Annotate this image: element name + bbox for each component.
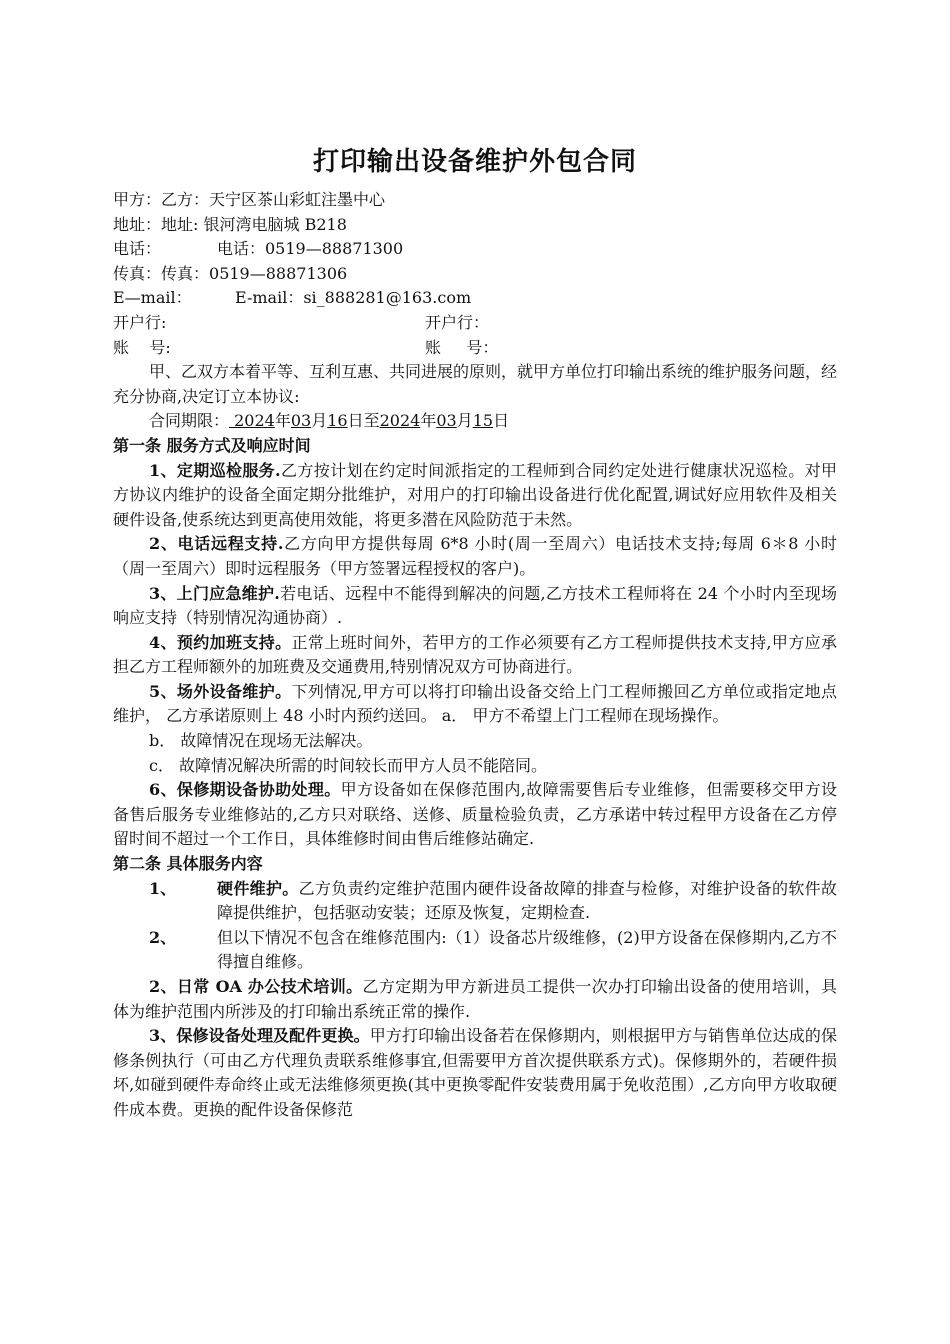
- article2-heading: 第二条 具体服务内容: [113, 854, 263, 874]
- contract-term: 合同期限： 2024年03月16日至2024年03月15日: [149, 411, 510, 431]
- account-b: 账 号：: [425, 337, 499, 357]
- article1-item: 1、定期巡检服务.乙方按计划在约定时间派指定的工程师到合同约定处进行健康状况巡检。对甲方协议内维护的设备全面定期分批维护，对用户的打印输出设备进行优化配置,调试好应用软件及相关硬件设备,使系统达到更高使用效能，将更多潜在风险防范于未然。: [113, 460, 837, 529]
- article1-sub-c: c． 故障情况解决所需的时间较长而甲方人员不能陪同。: [149, 755, 548, 775]
- email-a: E—mail：: [113, 288, 192, 308]
- article2-list-item: 1、 硬件维护。乙方负责约定维护范围内硬件设备故障的排查与检修，对维护设备的软件故障提供维护，包括驱动安装；还原及恢复，定期检查.: [149, 878, 837, 923]
- email-row: [113, 286, 837, 311]
- party-row: [113, 188, 837, 213]
- address-a: 地址：: [113, 214, 162, 234]
- article1-item: 6、保修期设备协助处理。甲方设备如在保修范围内,故障需要售后专业维修，但需要移交甲方设备售后服务专业维修站的,乙方只对联络、送修、质量检验负责，乙方承诺中转过程甲方设备在乙方停留时间不超过一个工作日，具体维修时间由售后维修站确定.: [113, 780, 837, 849]
- article1-item: 4、预约加班支持。正常上班时间外，若甲方的工作必须要有乙方工程师提供技术支持,甲方应承担乙方工程师额外的加班费及交通费用,特别情况双方可协商进行。: [113, 632, 837, 677]
- email-b: E-mail：si_888281@163.com: [235, 288, 472, 308]
- article1-sub-b: b． 故障情况在现场无法解决。: [149, 731, 373, 751]
- contract-document: [113, 140, 837, 1123]
- phone-a: 电话：: [113, 239, 162, 259]
- address-row: [113, 213, 837, 238]
- article1-item: 3、上门应急维护.若电话、远程中不能得到解决的问题,乙方技术工程师将在 24 个小时内至现场响应支持（特别情况沟通协商）.: [113, 583, 837, 628]
- bank-b: 开户行：: [425, 312, 490, 332]
- account-a: 账 号:: [113, 337, 171, 357]
- article1-heading: 第一条 服务方式及响应时间: [113, 435, 311, 455]
- intro-paragraph: 甲、乙双方本着平等、互利互惠、共同进展的原则，就甲方单位打印输出系统的维护服务问题，经充分协商,决定订立本协议:: [113, 362, 838, 406]
- address-b: 地址: 银河湾电脑城 B218: [161, 214, 347, 234]
- party-a-label: 甲方：: [113, 190, 162, 209]
- party-b-label: 乙方：天宁区茶山彩虹注墨中心: [161, 190, 386, 209]
- bank-a: 开户行:: [113, 312, 167, 332]
- phone-b: 电话：0519—88871300: [217, 239, 404, 259]
- article2-item: 3、保修设备处理及配件更换。甲方打印输出设备若在保修期内，则根据甲方与销售单位达成的保修条例执行（可由乙方代理负责联系维修事宜,但需要甲方首次提供联系方式)。保修期外的，若硬件损坏,如碰到硬件寿命终止或无法维修须更换(其中更换零配件安装费用属于免收范围）,乙方向甲方收取硬件成本费。更换的配件设备保修范: [113, 1026, 837, 1119]
- article2-list-item: 2、 但以下情况不包含在维修范围内:（1）设备芯片级维修，(2)甲方设备在保修期内,乙方不得擅自维修。: [149, 927, 837, 972]
- document-title: 打印输出设备维护外包合同: [312, 147, 637, 177]
- phone-row: [113, 237, 837, 262]
- account-row: [113, 336, 837, 361]
- fax-a: 传真：: [113, 263, 162, 283]
- bank-row: [113, 311, 837, 336]
- fax-b: 传真：0519—88871306: [161, 263, 348, 283]
- article1-item: 2、电话远程支持.乙方向甲方提供每周 6*8 小时(周一至周六）电话技术支持;每周 6＊8 小时（周一至周六）即时远程服务（甲方签署远程授权的客户)。: [113, 534, 837, 578]
- fax-row: [113, 262, 837, 287]
- article1-item: 5、场外设备维护。下列情况,甲方可以将打印输出设备交给上门工程师搬回乙方单位或指定地点维护， 乙方承诺原则上 48 小时内预约送回。 a． 甲方不希望上门工程师在现场操作。: [113, 681, 837, 726]
- article2-item: 2、日常 OA 办公技术培训。乙方定期为甲方新进员工提供一次办打印输出设备的使用培训，具体为维护范围内所涉及的打印输出系统正常的操作.: [113, 977, 837, 1021]
